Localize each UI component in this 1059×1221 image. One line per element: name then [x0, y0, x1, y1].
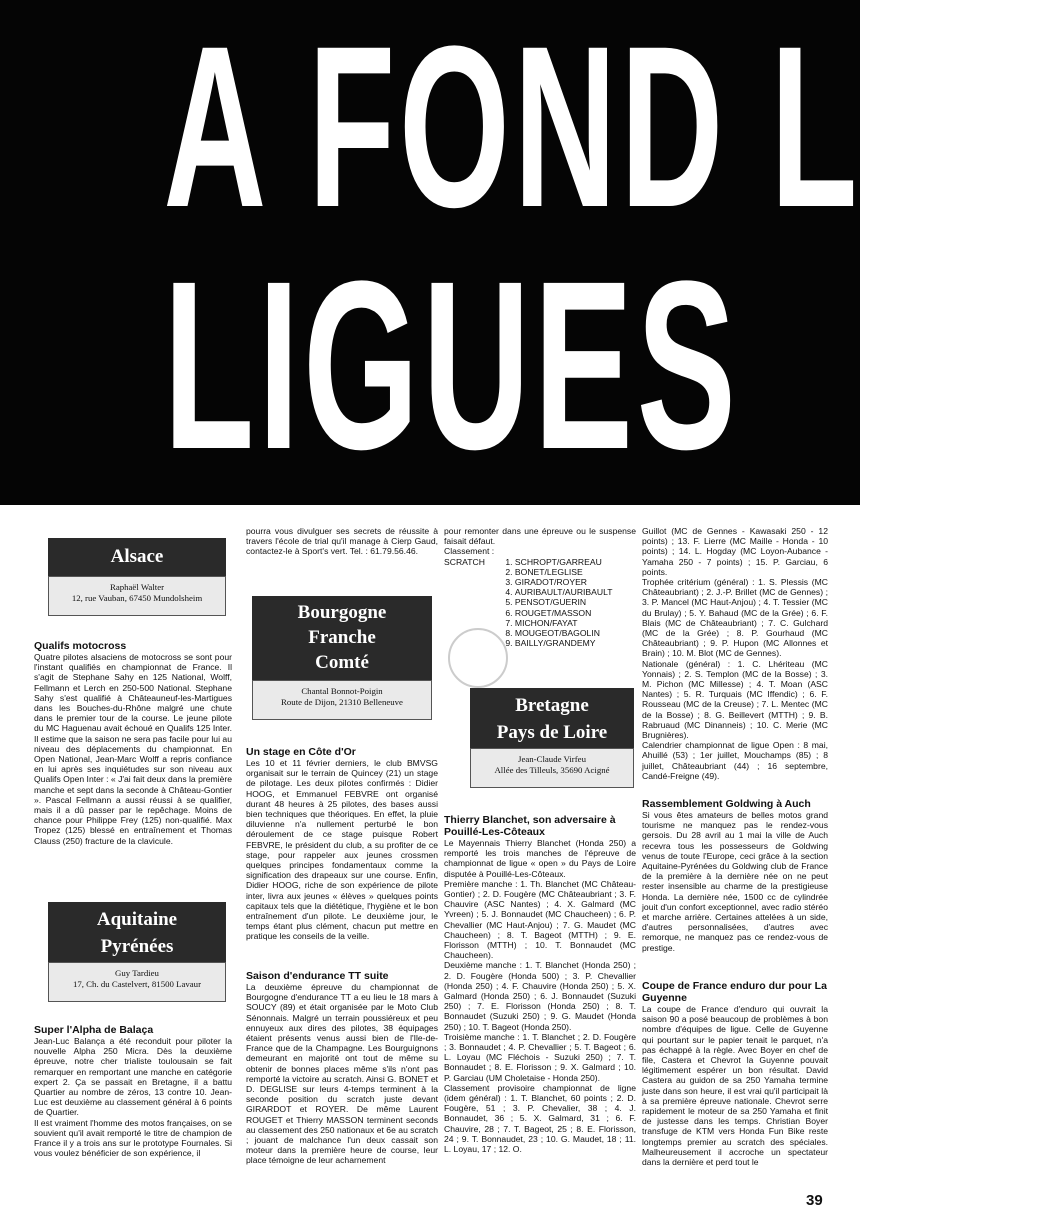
- article-heading: Super l'Alpha de Balaça: [34, 1024, 154, 1036]
- article-coupe-de-france-enduro: [642, 980, 828, 1167]
- league-heading-alsace: [48, 538, 226, 576]
- article-heading: Un stage en Côte d'Or: [246, 746, 356, 758]
- article-stage-cote-dor: [246, 746, 438, 942]
- article-heading: Qualifs motocross: [34, 640, 127, 652]
- list-item: 8. MOUGEOT/BAGOLIN: [515, 628, 613, 638]
- league-heading-bretagne: [470, 688, 634, 748]
- league-contact-bretagne: [470, 748, 634, 788]
- watermark-stamp: [448, 628, 508, 688]
- article-body-third-race: Troisième manche : 1. T. Blanchet ; 2. D. Fougère ; 3. Bonnaudet ; 4. P. Chevallier ; 5. T. Bageot ; 6. L. Loyau (MC Fléchois - Suzuki 250) ; 7. T. Bonnaudet ; 8. E. Florisson ; 9. X. Galmard ; 10. P. Garciau (UM Choletaise - Honda 250).: [444, 1031, 636, 1083]
- article-body: pourra vous divulguer ses secrets de réussite à travers l'école de trial qu'il manage à Cierp Gaud, contactez-le à Sport's vert. Tel. : 61.79.56.46.: [246, 526, 438, 557]
- article-body-calendar: Calendrier championnat de ligue Open : 8 mai, Ahuillé (53) ; 1er juillet, Mouchamps (85) ; 8 juillet, Châteaubriant (44) ; 16 septembre, Candé-Freigne (49).: [642, 740, 828, 781]
- article-qualifs-motocross: [34, 640, 232, 846]
- article-body-criterium: Trophée critérium (général) : 1. S. Plessis (MC Châteaubriant) ; 2. J.-P. Brillet (MC de Gennes) ; 3. P. Mancel (MC Haut-Anjou) ; 4. T. Tessier (MC du Brulay) ; 5. Y. Bahaud (MC de la Grée) ; 6. F. Blais (MC de Châteaubriant) ; 7. C. Gulchard (MC de la Grée) ; 8. P. Gourhaud (MC Châteaubriant) ; 9. P. Hupon (MC Allonnes et Brain) ; 10. M. Blot (MC de Gennes).: [642, 577, 828, 659]
- article-body: La deuxième épreuve du championnat de Bourgogne d'endurance TT a eu lieu le 18 mars à SOUCY (89) et était organisée par le Moto Club Sénonnais. Malgré un terrain poussiéreux et peu ennuyeux aux dires des pilotes, 38 équipages étaient présents venus aussi bien de l'Ile-de-France que de la Champagne. Les Bourguignons demeurant en majorité ont tout de même su obtenir de bonnes places même s'ils n'ont pas remporté la victoire au scratch. Ainsi G. BONET et D. DEGLISE sur leurs 4-temps terminent à la seconde position du scratch juste devant GIRARDOT et ROYER. De même Laurent ROUGET et Thierry MASSON terminent seconds au classement des 250 nationaux et 6e au scratch ; jouant de malchance l'un deux cassait son moteur dans la première heure de course, leur place témoigne de leur acharnement: [246, 982, 438, 1166]
- list-item: 5. PENSOT/GUERIN: [515, 597, 613, 607]
- league-title-line-2: Pyrénées: [100, 936, 174, 957]
- article-super-alpha: [34, 1024, 232, 1158]
- article-goldwing-auch: [642, 798, 828, 953]
- league-title-line-3: Comté: [315, 652, 369, 673]
- article-heading: Coupe de France enduro dur pour La Guyenne: [642, 980, 827, 1004]
- league-title-line-1: Bourgogne: [297, 602, 387, 623]
- league-heading-aquitaine: [48, 902, 226, 962]
- article-body: pour remonter dans une épreuve ou le suspense faisait défaut.: [444, 526, 636, 547]
- scratch-list: [493, 557, 613, 649]
- article-heading: Rassemblement Goldwing à Auch: [642, 798, 811, 810]
- contact-name: Raphaël Walter: [109, 582, 165, 592]
- list-item: 4. AURIBAULT/AURIBAULT: [515, 587, 613, 597]
- list-item: 7. MICHON/FAYAT: [515, 618, 613, 628]
- contact-name: Jean-Claude Virfeu: [518, 754, 586, 764]
- article-endurance-tt: [246, 970, 438, 1166]
- article-continued-standings: [642, 526, 828, 781]
- list-item: 3. GIRADOT/ROYER: [515, 577, 613, 587]
- list-item: 9. BAILLY/GRANDEMY: [515, 638, 613, 648]
- contact-address: 17, Ch. du Castelvert, 81500 Lavaur: [72, 979, 202, 989]
- contact-address: 12, rue Vauban, 67450 Mundolsheim: [71, 593, 203, 603]
- list-item: 1. SCHROPT/GARREAU: [515, 557, 613, 567]
- list-item: 2. BONET/LEGLISE: [515, 567, 613, 577]
- contact-address: Allée des Tilleuls, 35690 Acigné: [494, 765, 610, 775]
- page-number: 39: [806, 1192, 823, 1209]
- article-thierry-blanchet: [444, 814, 636, 1154]
- article-body: Quatre pilotes alsaciens de motocross se sont pour l'instant qualifiés en championnat de France. Il s'agit de Stephane Sahy en 125 National, Wolff, Fellmann et Lerch en 250-500 National. Stephane Sahy s'est qualifié à Châteauneuf-les-Martigues dans les Bouches-du-Rhône malgré une chute dans le premier tour de la course. Le jeune pilote du MC Haguenau avait échoué en Qualifs 125 Inter. Il estime que la saison ne sera pas facile pour lui au niveau des déplacements du championnat. En Open National, Jean-Marc Wolff a repris confiance en lui après ses inquiétudes sur son niveau aux Qualifs Open Inter : « J'ai fait deux dans la première manche et sept dans la seconde à Château-Gontier ». Pascal Fellmann a aussi réussi à se qualifier, mais il a dû passer par le repêchage. Moins de chance pour Philippe Frey (125) non-qualifié. Max Tropez (125) blessé en entraînement et Thomas Clauss (250) fracture de la clavicule.: [34, 652, 232, 846]
- league-title-line-1: Bretagne: [515, 695, 589, 716]
- league-contact-alsace: [48, 576, 226, 616]
- article-body: Jean-Luc Balança a été reconduit pour piloter la nouvelle Alpha 250 Micra. Dès la deuxième épreuve, notre cher trialiste toulousain se fait remarquer en remportant une manche en catégorie expert 2. Ça se passait en Bretagne, il a battu Quartier au nombre de zéros, 13 contre 10. Jean-Luc est deuxième au classement général à 6 points de Quartier.: [34, 1036, 232, 1118]
- article-body: Guillot (MC de Gennes - Kawasaki 250 - 12 points) ; 13. F. Lierre (MC Maille - Honda - 10 points) ; 14. L. Hogday (MC Loyon-Aubance - Yamaha 250 - 7 points) ; 15. P. Garciau, 6 points.: [642, 526, 828, 577]
- article-body-continued: Il est vraiment l'homme des motos françaises, on se souvient qu'il avait remporté le titre de champion de France il y a trois ans sur le prototype Fournales. Si vous voulez bénéficier de son expérience, il: [34, 1117, 232, 1159]
- article-body-second-race: Deuxième manche : 1. T. Blanchet (Honda 250) ; 2. D. Fougère (Honda 500) ; 3. P. Chevallier (Honda 250) ; 4. F. Chauvire (Honda 250) ; 5. X. Galmard (Honda 250) ; 6. J. Bonnaudet (Suzuki 250) ; 7. E. Florisson (Honda 250) ; 8. T. Bonnaudet (Suzuki 250) ; 9. G. Maudet (Honda 250) ; 10. T. Bageot (Honda 250).: [444, 960, 636, 1032]
- classement-label: Classement :: [444, 546, 495, 557]
- article-body: La coupe de France d'enduro qui ouvrait la saison 90 a posé beaucoup de problèmes à bon nombre d'équipes de ligue. Celle de Guyenne qui pourtant sur le papier tenait le parquet, n'a pas échappé à la règle. Avec Boyer en chef de file, Castera et Chevrot la Guyenne pouvait légitimement espérer un bon résultat. David Castera au guidon de sa 250 Yamaha termine juste dans son heure, il est vrai qu'il participait là à sa première épreuve nationale. Chevrot serre rapidement le moteur de sa 250 Yamaha et finit de justesse dans les temps. Christian Boyer transfuge de KTM vers Honda Fun Bike reste longtemps premier au scratch des spéciales. Malheureusement il accroche un spectateur dans la dernière et perd tout le: [642, 1004, 828, 1168]
- league-contact-bourgogne: [252, 680, 432, 720]
- league-title-line-2: Pays de Loire: [496, 722, 608, 743]
- article-body: Si vous êtes amateurs de belles motos grand tourisme ne manquez pas le rendez-vous gersois. Du 28 avril au 1 mai la ville de Auch recevra tous les possesseurs de Goldwing venus de toute l'Europe, ceci grâce à la section Aquitaine-Pyrénées du Goldwing club de France de la première à la dernière née on ne peut rester insensible au charme de la prestigieuse Honda. La dernière née, 1500 cc de cylindrée jouit d'un confort exceptionnel, avec radio stéréo et marche arrière. Certaines attelées à un side, d'autres personnalisées, d'autres avec remorque, ne manquez pas ce rendez-vous de prestige.: [642, 810, 828, 953]
- league-title-line-1: Aquitaine: [96, 909, 178, 930]
- article-body-nationale: Nationale (général) : 1. C. Lhériteau (MC Yonnais) ; 2. S. Templon (MC de la Bosse) ; 3. M. Pichon (MC Millesse) ; 4. T. Moan (ASC Nantes) ; 5. R. Turquais (MC Iffendic) ; 6. F. Rousseau (MC de la Creuse) ; 7. L. Mentec (MC de la Bosse) ; 8. G. Beillevert (MTTH) ; 9. B. Rabruaud (MC Dinanneis) ; 10. C. Merie (MC Brugnières).: [642, 658, 828, 741]
- article-body: Le Mayennais Thierry Blanchet (Honda 250) a remporté les trois manches de l'épreuve de championnat de ligue « open » du Pays de Loire disputée à Pouillé-Les-Côteaux.: [444, 838, 636, 879]
- league-heading-bourgogne: [252, 596, 432, 680]
- league-title-line-2: Franche: [308, 627, 376, 648]
- banner-title-line-2: LIGUES: [163, 231, 740, 499]
- article-body-standings: Classement provisoire championnat de ligne (idem général) : 1. T. Blanchet, 60 points ; 2. D. Fougère, 51 ; 3. P. Chevalier, 38 ; 4. J. Bonnaudet, 36 ; 5. X. Galmard, 31 ; 6. F. Chauvire, 28 ; 7. T. Bageot, 25 ; 8. E. Florisson, 24 ; 9. T. Bonnaudet, 23 ; 10. G. Maudet, 18 ; 11. L. Loyau, 17 ; 12. O.: [444, 1082, 636, 1155]
- league-contact-aquitaine: [48, 962, 226, 1002]
- article-body: Les 10 et 11 février derniers, le club BMVSG organisait sur le terrain de Quincey (21) un stage de pilotage. Les deux pilotes confirmés : Didier HOOG, et Emmanuel FEBVRE ont organisé durant 48 heures à 25 pilotes, des bases aussi bien techniques que théoriques. En effet, la pluie diluvienne n'a nullement perturbé le bon déroulement de ce stage puisque Robert FEBVRE, le président du club, a su profiter de ce stage, pour rappeler aux jeunes crossmen quelques principes fondamentaux comme la signification des drapeaux sur une course. Enfin, Didier HOOG, riche de son expérience de pilote inter, livra aux jeunes « élèves » quelques points capitaux tels que la diététique, l'hygiène et le bon entraînement d'un pilote. Le deuxième jour, le temps étant plus clément, chacun put mettre en pratique les conseils de la veille.: [246, 758, 438, 942]
- banner-title-line-1: A FOND LES: [163, 0, 1059, 255]
- contact-name: Chantal Bonnot-Poigin: [301, 686, 383, 696]
- title-banner: [0, 0, 1059, 505]
- article-body-first-race: Première manche : 1. Th. Blanchet (MC Château-Gontier) ; 2. D. Fougère (MC Châteaubriant ; 3. F. Chauvire (ASC Nantes) ; 4. X. Galmard (MC Yvreen) ; 5. J. Bonnaudet (MC Chaucheen) ; 6. P. Chevallier (MC Haut-Anjou) ; 7. G. Maudet (MC Chaucheen) ; 8. T. Bageot (MTTH) ; 9. E. Florisson (MTTH) ; 10. T. Bonnaudet (MC Chaucheen).: [444, 878, 636, 961]
- article-continued-trial: [246, 526, 438, 557]
- article-heading: Saison d'endurance TT suite: [246, 970, 389, 982]
- article-heading: Thierry Blanchet, son adversaire à Pouillé-Les-Côteaux: [444, 814, 616, 838]
- scratch-label: SCRATCH: [444, 556, 485, 567]
- list-item: 6. ROUGET/MASSON: [515, 608, 613, 618]
- contact-name: Guy Tardieu: [115, 968, 159, 978]
- league-title: Alsace: [110, 546, 164, 567]
- contact-address: Route de Dijon, 21310 Belleneuve: [281, 697, 403, 707]
